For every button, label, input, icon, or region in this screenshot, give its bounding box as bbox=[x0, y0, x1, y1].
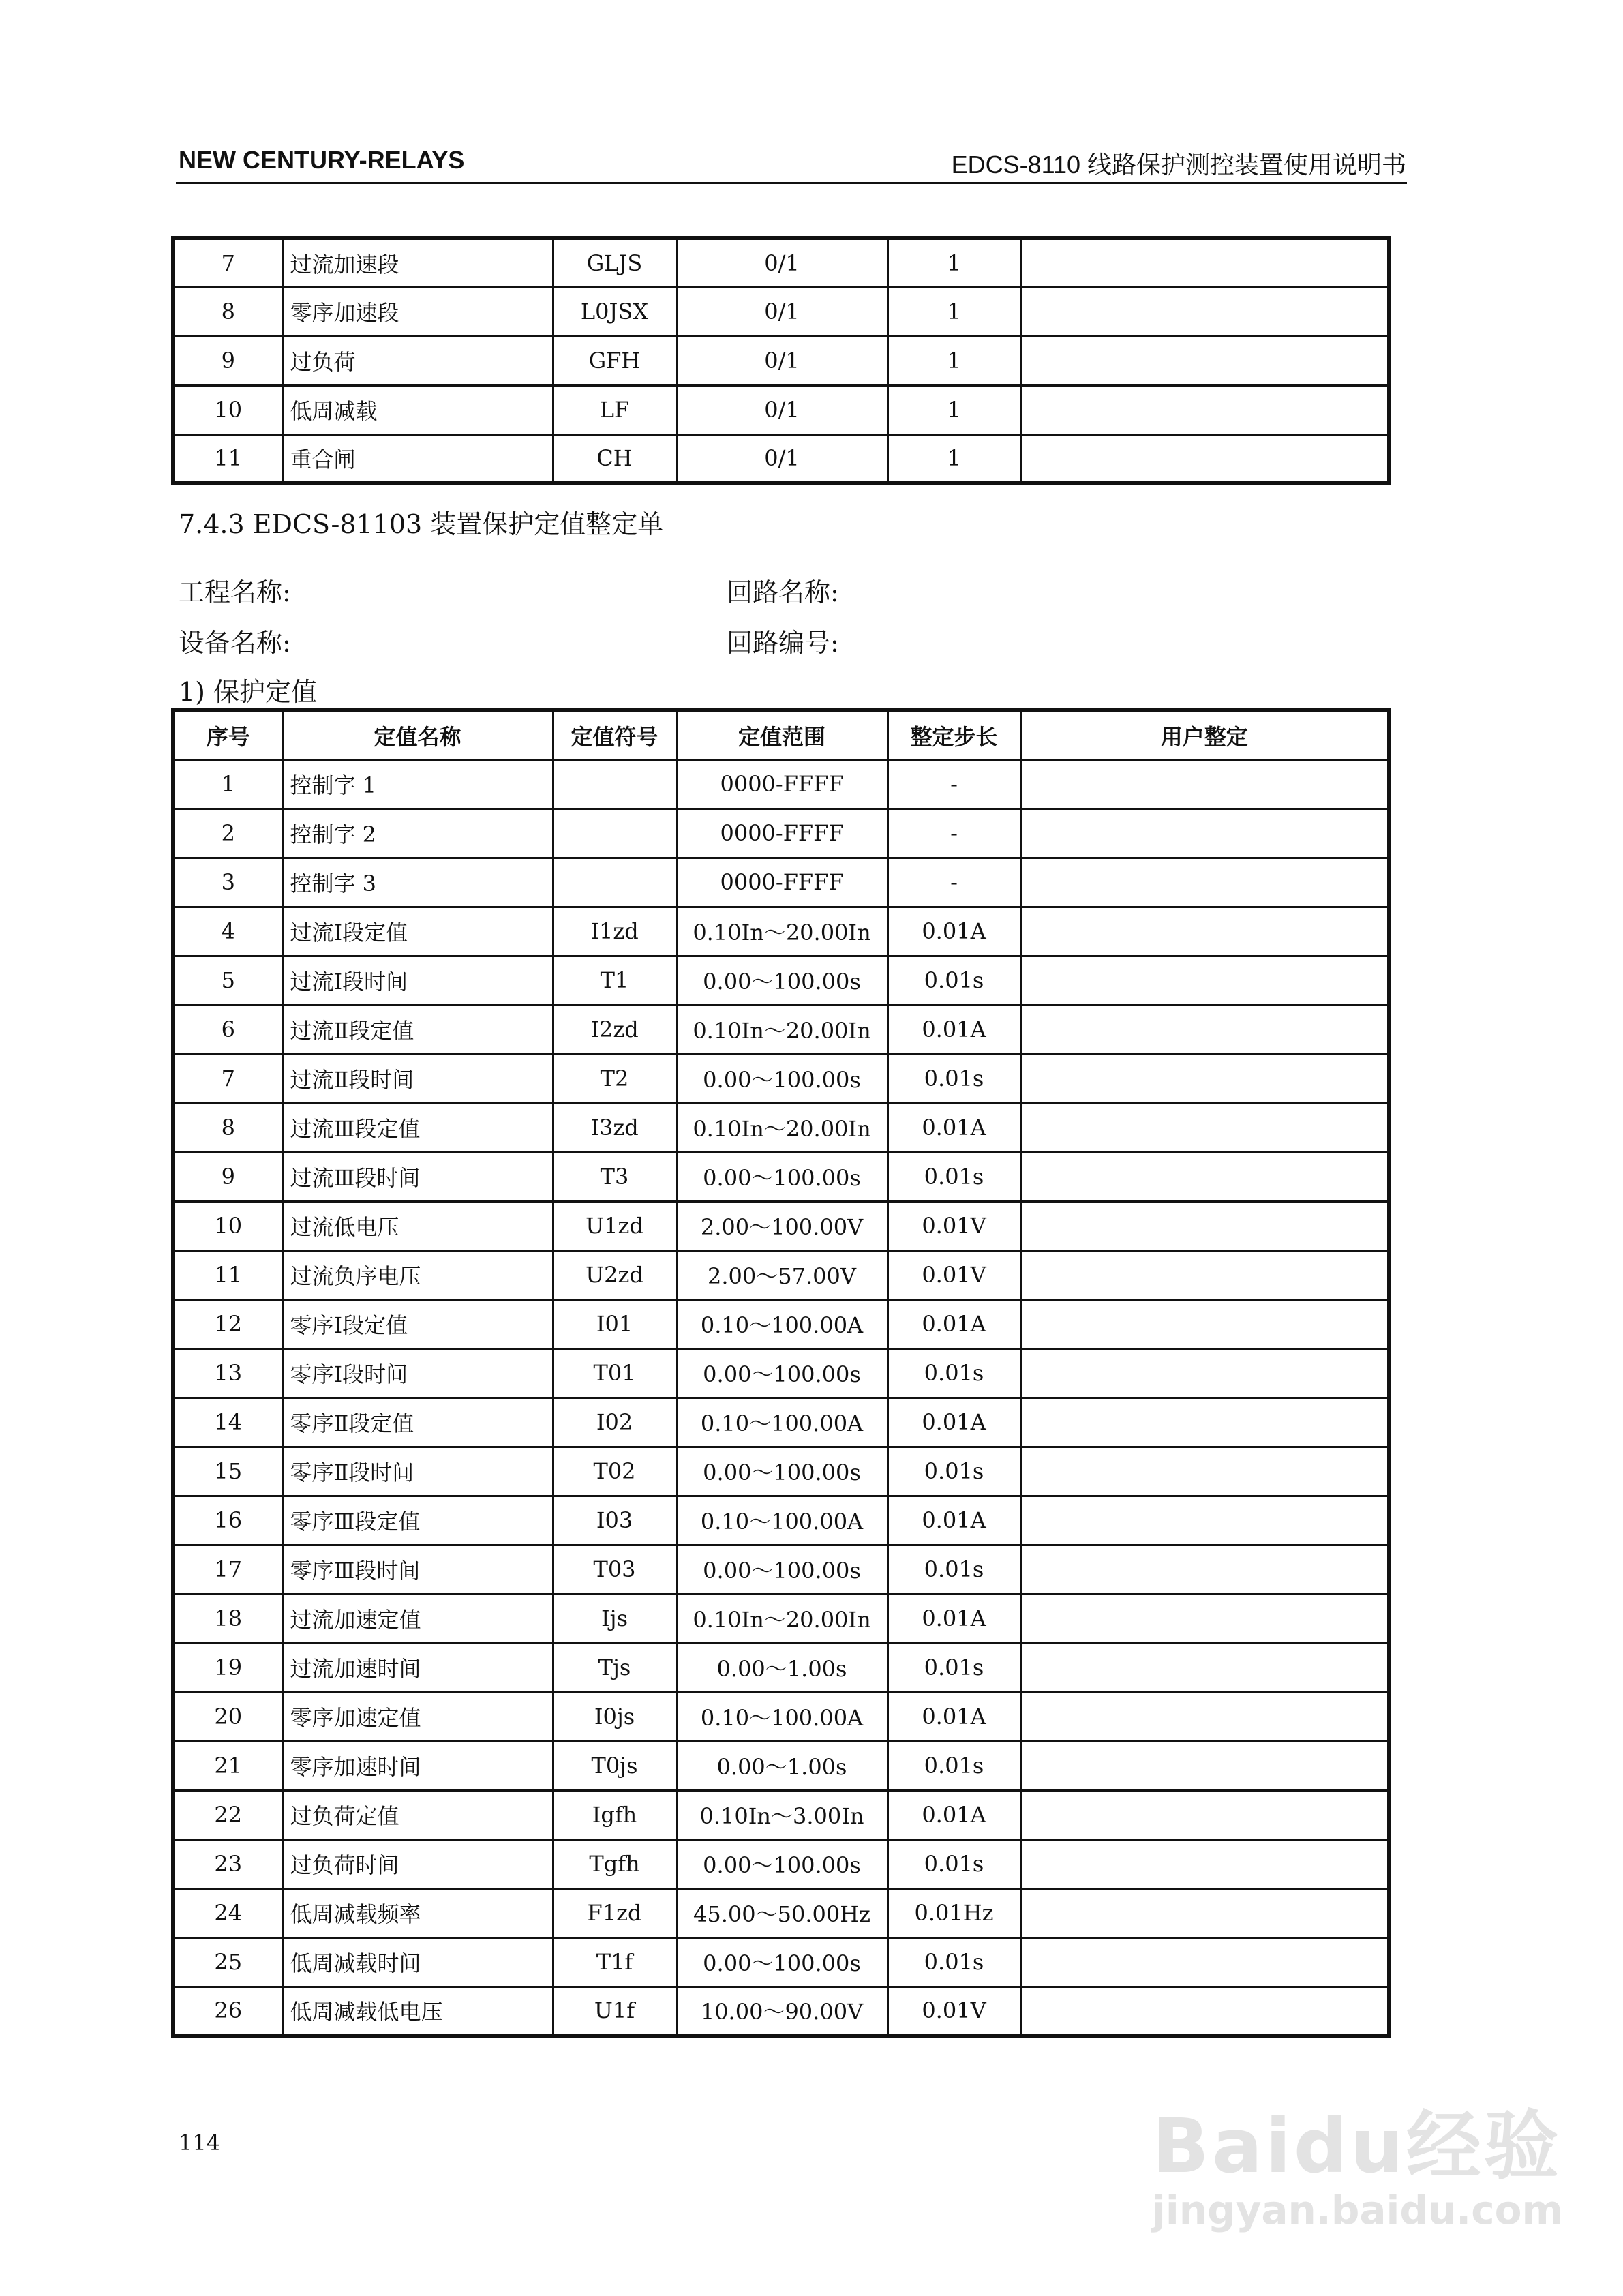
user-setting bbox=[1020, 1987, 1389, 2036]
setting-range: 0/1 bbox=[676, 385, 888, 434]
setting-name: 低周减载频率 bbox=[282, 1888, 553, 1937]
table-row bbox=[173, 1299, 1389, 1348]
setting-symbol: Igfh bbox=[553, 1790, 676, 1839]
table-row bbox=[173, 287, 1389, 336]
setting-name: 过流负序电压 bbox=[282, 1250, 553, 1299]
column-header: 定值范围 bbox=[676, 710, 888, 759]
row-index: 26 bbox=[173, 1987, 282, 2036]
table-header-row bbox=[173, 710, 1389, 759]
setting-range: 0.00～100.00s bbox=[676, 956, 888, 1005]
setting-symbol: T03 bbox=[553, 1545, 676, 1594]
project-name-label: 工程名称: bbox=[179, 577, 291, 607]
setting-step: 1 bbox=[888, 434, 1020, 483]
setting-symbol: T02 bbox=[553, 1447, 676, 1496]
table-row bbox=[173, 1545, 1389, 1594]
user-setting bbox=[1020, 1741, 1389, 1790]
setting-name: 零序加速定值 bbox=[282, 1692, 553, 1741]
setting-range: 0.10In～20.00In bbox=[676, 1594, 888, 1643]
setting-range: 0.10In～20.00In bbox=[676, 1005, 888, 1054]
setting-symbol: F1zd bbox=[553, 1888, 676, 1937]
protection-settings-table bbox=[171, 708, 1391, 2038]
watermark-url: jingyan.baidu.com bbox=[1152, 2187, 1563, 2233]
setting-range: 0/1 bbox=[676, 336, 888, 385]
setting-step: - bbox=[888, 809, 1020, 858]
setting-name: 过流Ⅱ段时间 bbox=[282, 1054, 553, 1103]
setting-range: 0.00～100.00s bbox=[676, 1152, 888, 1201]
setting-step: 0.01A bbox=[888, 1692, 1020, 1741]
row-index: 16 bbox=[173, 1496, 282, 1545]
setting-symbol: LF bbox=[553, 385, 676, 434]
column-header: 序号 bbox=[173, 710, 282, 759]
table-row bbox=[173, 1348, 1389, 1398]
setting-name: 过流Ⅰ段时间 bbox=[282, 956, 553, 1005]
row-index: 21 bbox=[173, 1741, 282, 1790]
row-index: 11 bbox=[173, 434, 282, 483]
user-setting bbox=[1020, 1054, 1389, 1103]
table-row bbox=[173, 1937, 1389, 1987]
row-index: 1 bbox=[173, 759, 282, 809]
setting-step: 0.01V bbox=[888, 1250, 1020, 1299]
user-setting bbox=[1020, 1692, 1389, 1741]
user-setting bbox=[1020, 1545, 1389, 1594]
row-index: 8 bbox=[173, 1103, 282, 1152]
setting-range: 2.00～57.00V bbox=[676, 1250, 888, 1299]
watermark bbox=[1152, 2086, 1563, 2233]
setting-step: 0.01s bbox=[888, 1643, 1020, 1692]
setting-name: 过流加速时间 bbox=[282, 1643, 553, 1692]
table-row bbox=[173, 1692, 1389, 1741]
user-setting bbox=[1020, 809, 1389, 858]
setting-range: 0.00～100.00s bbox=[676, 1937, 888, 1987]
circuit-number-label: 回路编号: bbox=[727, 628, 839, 658]
setting-symbol: T3 bbox=[553, 1152, 676, 1201]
setting-name: 零序Ⅰ段定值 bbox=[282, 1299, 553, 1348]
setting-step: 1 bbox=[888, 336, 1020, 385]
setting-name: 控制字 3 bbox=[282, 858, 553, 907]
header-document-title: EDCS-8110 线路保护测控装置使用说明书 bbox=[951, 151, 1406, 179]
user-setting bbox=[1020, 759, 1389, 809]
setting-step: 1 bbox=[888, 385, 1020, 434]
setting-step: 0.01A bbox=[888, 1103, 1020, 1152]
setting-name: 过流Ⅰ段定值 bbox=[282, 907, 553, 956]
user-setting bbox=[1020, 1250, 1389, 1299]
table-row bbox=[173, 1447, 1389, 1496]
setting-symbol: I1zd bbox=[553, 907, 676, 956]
setting-range: 0.10In～3.00In bbox=[676, 1790, 888, 1839]
row-index: 5 bbox=[173, 956, 282, 1005]
setting-range: 0.00～1.00s bbox=[676, 1643, 888, 1692]
column-header: 用户整定 bbox=[1020, 710, 1389, 759]
table-row bbox=[173, 1790, 1389, 1839]
setting-range: 0.00～1.00s bbox=[676, 1741, 888, 1790]
table-row bbox=[173, 434, 1389, 483]
setting-step: 0.01s bbox=[888, 1152, 1020, 1201]
setting-name: 过流低电压 bbox=[282, 1201, 553, 1250]
column-header: 定值名称 bbox=[282, 710, 553, 759]
setting-symbol: U2zd bbox=[553, 1250, 676, 1299]
setting-name: 低周减载低电压 bbox=[282, 1987, 553, 2036]
setting-symbol: Tjs bbox=[553, 1643, 676, 1692]
row-index: 18 bbox=[173, 1594, 282, 1643]
setting-name: 低周减载时间 bbox=[282, 1937, 553, 1987]
setting-symbol: T01 bbox=[553, 1348, 676, 1398]
row-index: 24 bbox=[173, 1888, 282, 1937]
setting-name: 过流Ⅲ段定值 bbox=[282, 1103, 553, 1152]
header-divider bbox=[176, 182, 1407, 184]
user-setting bbox=[1020, 1103, 1389, 1152]
user-setting bbox=[1020, 1937, 1389, 1987]
row-index: 25 bbox=[173, 1937, 282, 1987]
setting-symbol: I2zd bbox=[553, 1005, 676, 1054]
table-row bbox=[173, 1005, 1389, 1054]
user-setting bbox=[1020, 907, 1389, 956]
setting-name: 零序Ⅲ段定值 bbox=[282, 1496, 553, 1545]
table-row bbox=[173, 1054, 1389, 1103]
table-row bbox=[173, 238, 1389, 287]
header-company: NEW CENTURY-RELAYS bbox=[179, 146, 465, 174]
setting-symbol bbox=[553, 759, 676, 809]
user-setting bbox=[1020, 956, 1389, 1005]
setting-step: 1 bbox=[888, 287, 1020, 336]
setting-range: 0.10～100.00A bbox=[676, 1692, 888, 1741]
table-row bbox=[173, 1152, 1389, 1201]
setting-step: 0.01s bbox=[888, 1937, 1020, 1987]
user-setting bbox=[1020, 434, 1389, 483]
setting-symbol: I02 bbox=[553, 1398, 676, 1447]
setting-symbol: T1 bbox=[553, 956, 676, 1005]
setting-name: 零序Ⅰ段时间 bbox=[282, 1348, 553, 1398]
setting-name: 零序加速时间 bbox=[282, 1741, 553, 1790]
setting-range: 0000-FFFF bbox=[676, 858, 888, 907]
circuit-name-label: 回路名称: bbox=[727, 577, 839, 607]
setting-range: 0.10～100.00A bbox=[676, 1398, 888, 1447]
user-setting bbox=[1020, 385, 1389, 434]
table-row bbox=[173, 1888, 1389, 1937]
row-index: 9 bbox=[173, 336, 282, 385]
row-index: 15 bbox=[173, 1447, 282, 1496]
watermark-brand: Baidu经验 bbox=[1152, 2102, 1562, 2190]
setting-name: 重合闸 bbox=[282, 434, 553, 483]
table-row bbox=[173, 809, 1389, 858]
user-setting bbox=[1020, 1594, 1389, 1643]
setting-symbol: GFH bbox=[553, 336, 676, 385]
setting-range: 0000-FFFF bbox=[676, 809, 888, 858]
setting-step: 0.01s bbox=[888, 1054, 1020, 1103]
subsection-title: 1) 保护定值 bbox=[179, 677, 318, 707]
setting-symbol: T0js bbox=[553, 1741, 676, 1790]
setting-step: 0.01s bbox=[888, 1741, 1020, 1790]
setting-symbol: CH bbox=[553, 434, 676, 483]
setting-symbol bbox=[553, 858, 676, 907]
user-setting bbox=[1020, 1447, 1389, 1496]
user-setting bbox=[1020, 1201, 1389, 1250]
setting-symbol bbox=[553, 809, 676, 858]
table-row bbox=[173, 858, 1389, 907]
user-setting bbox=[1020, 1888, 1389, 1937]
setting-name: 过流加速段 bbox=[282, 238, 553, 287]
setting-symbol: I3zd bbox=[553, 1103, 676, 1152]
setting-range: 0.00～100.00s bbox=[676, 1545, 888, 1594]
setting-step: 0.01A bbox=[888, 1496, 1020, 1545]
column-header: 定值符号 bbox=[553, 710, 676, 759]
setting-range: 0/1 bbox=[676, 434, 888, 483]
row-index: 17 bbox=[173, 1545, 282, 1594]
setting-name: 零序Ⅱ段定值 bbox=[282, 1398, 553, 1447]
setting-step: - bbox=[888, 858, 1020, 907]
table-row bbox=[173, 336, 1389, 385]
setting-symbol: Tgfh bbox=[553, 1839, 676, 1888]
setting-symbol: T2 bbox=[553, 1054, 676, 1103]
row-index: 14 bbox=[173, 1398, 282, 1447]
row-index: 7 bbox=[173, 1054, 282, 1103]
setting-step: 0.01A bbox=[888, 1005, 1020, 1054]
column-header: 整定步长 bbox=[888, 710, 1020, 759]
setting-step: 0.01s bbox=[888, 956, 1020, 1005]
table-row bbox=[173, 907, 1389, 956]
user-setting bbox=[1020, 1152, 1389, 1201]
user-setting bbox=[1020, 1398, 1389, 1447]
user-setting bbox=[1020, 1790, 1389, 1839]
setting-range: 2.00～100.00V bbox=[676, 1201, 888, 1250]
setting-symbol: Ijs bbox=[553, 1594, 676, 1643]
row-index: 11 bbox=[173, 1250, 282, 1299]
setting-symbol: I03 bbox=[553, 1496, 676, 1545]
setting-step: - bbox=[888, 759, 1020, 809]
table-row bbox=[173, 1643, 1389, 1692]
table-row bbox=[173, 1103, 1389, 1152]
setting-name: 控制字 2 bbox=[282, 809, 553, 858]
table-row bbox=[173, 1839, 1389, 1888]
setting-symbol: U1f bbox=[553, 1987, 676, 2036]
row-index: 12 bbox=[173, 1299, 282, 1348]
setting-step: 0.01A bbox=[888, 1299, 1020, 1348]
setting-symbol: GLJS bbox=[553, 238, 676, 287]
row-index: 2 bbox=[173, 809, 282, 858]
table-row bbox=[173, 385, 1389, 434]
setting-step: 0.01V bbox=[888, 1201, 1020, 1250]
setting-range: 0.10In～20.00In bbox=[676, 1103, 888, 1152]
user-setting bbox=[1020, 1299, 1389, 1348]
setting-range: 0.00～100.00s bbox=[676, 1447, 888, 1496]
setting-symbol: L0JSX bbox=[553, 287, 676, 336]
user-setting bbox=[1020, 1643, 1389, 1692]
setting-range: 0.00～100.00s bbox=[676, 1348, 888, 1398]
row-index: 7 bbox=[173, 238, 282, 287]
row-index: 23 bbox=[173, 1839, 282, 1888]
setting-name: 过流Ⅱ段定值 bbox=[282, 1005, 553, 1054]
setting-step: 0.01s bbox=[888, 1545, 1020, 1594]
table-row bbox=[173, 956, 1389, 1005]
table-row bbox=[173, 1741, 1389, 1790]
setting-symbol: I01 bbox=[553, 1299, 676, 1348]
row-index: 13 bbox=[173, 1348, 282, 1398]
setting-range: 0/1 bbox=[676, 238, 888, 287]
setting-symbol: I0js bbox=[553, 1692, 676, 1741]
setting-range: 0.10In～20.00In bbox=[676, 907, 888, 956]
setting-step: 0.01V bbox=[888, 1987, 1020, 2036]
setting-symbol: U1zd bbox=[553, 1201, 676, 1250]
setting-range: 0.00～100.00s bbox=[676, 1839, 888, 1888]
setting-name: 过负荷时间 bbox=[282, 1839, 553, 1888]
row-index: 3 bbox=[173, 858, 282, 907]
user-setting bbox=[1020, 238, 1389, 287]
row-index: 22 bbox=[173, 1790, 282, 1839]
setting-step: 0.01A bbox=[888, 1790, 1020, 1839]
control-word-table bbox=[171, 236, 1391, 485]
setting-step: 0.01s bbox=[888, 1447, 1020, 1496]
setting-symbol: T1f bbox=[553, 1937, 676, 1987]
section-title: 7.4.3 EDCS-81103 装置保护定值整定单 bbox=[179, 509, 664, 539]
setting-range: 10.00～90.00V bbox=[676, 1987, 888, 2036]
setting-name: 过流Ⅲ段时间 bbox=[282, 1152, 553, 1201]
row-index: 10 bbox=[173, 385, 282, 434]
setting-range: 45.00～50.00Hz bbox=[676, 1888, 888, 1937]
setting-step: 0.01A bbox=[888, 1594, 1020, 1643]
setting-step: 0.01Hz bbox=[888, 1888, 1020, 1937]
setting-step: 1 bbox=[888, 238, 1020, 287]
table-row bbox=[173, 1496, 1389, 1545]
user-setting bbox=[1020, 336, 1389, 385]
setting-name: 零序Ⅲ段时间 bbox=[282, 1545, 553, 1594]
setting-range: 0000-FFFF bbox=[676, 759, 888, 809]
setting-step: 0.01s bbox=[888, 1839, 1020, 1888]
user-setting bbox=[1020, 1496, 1389, 1545]
table-row bbox=[173, 1201, 1389, 1250]
setting-name: 过负荷定值 bbox=[282, 1790, 553, 1839]
setting-name: 过流加速定值 bbox=[282, 1594, 553, 1643]
table-row bbox=[173, 1250, 1389, 1299]
page-number: 114 bbox=[179, 2130, 221, 2156]
setting-step: 0.01A bbox=[888, 1398, 1020, 1447]
setting-range: 0.10～100.00A bbox=[676, 1496, 888, 1545]
device-name-label: 设备名称: bbox=[179, 628, 291, 658]
setting-name: 控制字 1 bbox=[282, 759, 553, 809]
table-row bbox=[173, 1594, 1389, 1643]
table-row bbox=[173, 1987, 1389, 2036]
setting-step: 0.01s bbox=[888, 1348, 1020, 1398]
row-index: 9 bbox=[173, 1152, 282, 1201]
setting-range: 0/1 bbox=[676, 287, 888, 336]
row-index: 8 bbox=[173, 287, 282, 336]
row-index: 4 bbox=[173, 907, 282, 956]
user-setting bbox=[1020, 1005, 1389, 1054]
row-index: 19 bbox=[173, 1643, 282, 1692]
user-setting bbox=[1020, 1348, 1389, 1398]
setting-step: 0.01A bbox=[888, 907, 1020, 956]
setting-range: 0.10～100.00A bbox=[676, 1299, 888, 1348]
table-row bbox=[173, 759, 1389, 809]
setting-name: 零序加速段 bbox=[282, 287, 553, 336]
setting-name: 过负荷 bbox=[282, 336, 553, 385]
setting-name: 零序Ⅱ段时间 bbox=[282, 1447, 553, 1496]
row-index: 10 bbox=[173, 1201, 282, 1250]
table-row bbox=[173, 1398, 1389, 1447]
user-setting bbox=[1020, 858, 1389, 907]
row-index: 6 bbox=[173, 1005, 282, 1054]
setting-range: 0.00～100.00s bbox=[676, 1054, 888, 1103]
row-index: 20 bbox=[173, 1692, 282, 1741]
user-setting bbox=[1020, 287, 1389, 336]
setting-name: 低周减载 bbox=[282, 385, 553, 434]
user-setting bbox=[1020, 1839, 1389, 1888]
